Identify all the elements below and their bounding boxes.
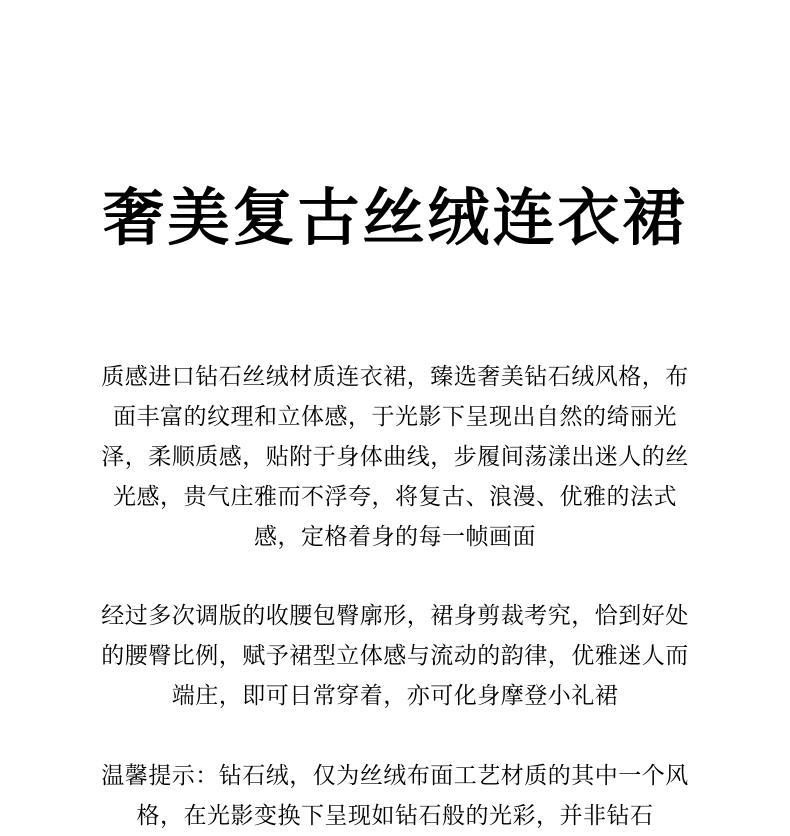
description-paragraph-1	[82, 357, 708, 557]
description-paragraph-2	[82, 596, 708, 716]
paragraph-line: 质感进口钻石丝绒材质连衣裙，臻选奢美钻石绒风格，布	[101, 364, 689, 390]
paragraph-line: 感，定格着身的每一帧画面	[254, 524, 536, 550]
paragraph-line: 端庄，即可日常穿着，亦可化身摩登小礼裙	[171, 683, 619, 709]
paragraph-line: 面丰富的纹理和立体感，于光影下呈现出自然的绮丽光	[113, 404, 677, 430]
paragraph-line: 的腰臀比例，赋予裙型立体感与流动的韵律，优雅迷人而	[101, 643, 689, 669]
paragraph-line: 泽，柔顺质感，贴附于身体曲线，步履间荡漾出迷人的丝	[101, 444, 689, 470]
paragraph-line: 温馨提示：钻石绒，仅为丝绒布面工艺材质的其中一个风	[101, 763, 689, 789]
paragraph-line: 格，在光影变换下呈现如钻石般的光彩，并非钻石	[136, 803, 654, 829]
paragraph-line: 经过多次调版的收腰包臀廓形，裙身剪裁考究，恰到好处	[101, 603, 689, 629]
paragraph-line: 光感，贵气庄雅而不浮夸，将复古、浪漫、优雅的法式	[113, 484, 677, 510]
page-title: 奢美复古丝绒连衣裙	[102, 181, 688, 254]
notice-paragraph	[82, 756, 708, 836]
